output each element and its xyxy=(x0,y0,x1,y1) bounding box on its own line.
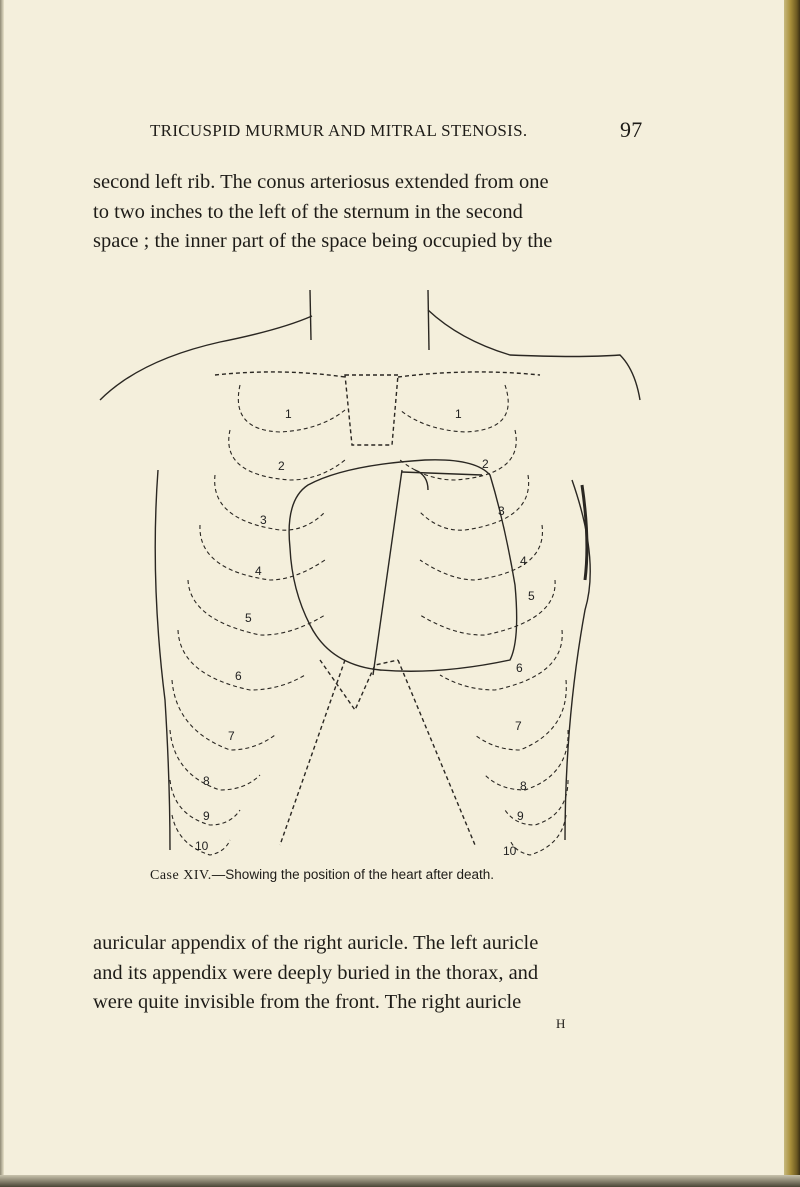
neck-left-line xyxy=(310,290,311,340)
caption-text: —Showing the position of the heart after death. xyxy=(211,867,494,882)
rib-label-left-9: 9 xyxy=(203,809,210,823)
rib-label-left-3: 3 xyxy=(260,513,267,527)
page-left-edge xyxy=(0,0,4,1187)
rib-left-7 xyxy=(172,680,275,750)
heart-outline xyxy=(289,460,517,671)
thorax-figure xyxy=(80,280,680,880)
book-edge-bottom xyxy=(0,1175,800,1187)
rib-left-3 xyxy=(215,475,325,530)
rib-label-right-7: 7 xyxy=(515,719,522,733)
rib-label-right-5: 5 xyxy=(528,589,535,603)
rib-right-9 xyxy=(505,780,568,825)
rib-label-right-2: 2 xyxy=(482,457,489,471)
rib-label-right-9: 9 xyxy=(517,809,524,823)
xiphoid xyxy=(320,660,398,710)
rib-label-left-7: 7 xyxy=(228,729,235,743)
clavicle-right xyxy=(398,372,540,377)
neck-right-line xyxy=(428,290,429,350)
rib-right-7 xyxy=(475,680,566,750)
ribs-right xyxy=(400,385,568,855)
rib-right-4 xyxy=(420,525,542,580)
paragraph-bottom: auricular appendix of the right auricle. The left auricle and its appendix were deeply buried in the thorax, and were quite invisible from the front. The right auricle xyxy=(93,932,539,1013)
rib-label-left-6: 6 xyxy=(235,669,242,683)
rib-right-5 xyxy=(420,580,555,635)
shoulder-right xyxy=(428,310,640,400)
rib-left-8 xyxy=(170,730,260,790)
rib-left-4 xyxy=(200,525,325,580)
sternum-manubrium xyxy=(345,375,398,445)
rib-label-left-10: 10 xyxy=(195,839,209,853)
rib-label-right-1: 1 xyxy=(455,407,462,421)
heart-upper-border xyxy=(402,472,482,475)
rib-label-left-5: 5 xyxy=(245,611,252,625)
body-outline-right-edge xyxy=(582,485,587,580)
rib-right-6 xyxy=(440,630,562,690)
book-edge-right xyxy=(784,0,800,1187)
rib-label-left-4: 4 xyxy=(255,564,262,578)
rib-label-right-3: 3 xyxy=(498,504,505,518)
rib-label-right-8: 8 xyxy=(520,779,527,793)
rib-label-right-10: 10 xyxy=(503,844,517,858)
heart-septum-line xyxy=(373,470,402,675)
body-outline-left xyxy=(155,470,170,850)
rib-label-left-8: 8 xyxy=(203,774,210,788)
caption-case: Case XIV. xyxy=(150,868,212,883)
rib-label-left-2: 2 xyxy=(278,459,285,473)
rib-label-right-6: 6 xyxy=(516,661,523,675)
rib-left-2 xyxy=(229,430,345,480)
page-number: 97 xyxy=(620,117,643,142)
paragraph-top: second left rib. The conus arteriosus extended from one to two inches to the left of the sternum in the second space ; the inner part of the space being occupied by the xyxy=(93,171,553,252)
rib-label-left-1: 1 xyxy=(285,407,292,421)
thorax-diagram xyxy=(80,280,680,880)
figure-caption xyxy=(150,867,650,884)
rib-right-3 xyxy=(420,475,529,530)
signature-mark: H xyxy=(556,1016,566,1031)
ribs-left xyxy=(170,385,345,855)
costal-margin-left xyxy=(280,660,345,845)
costal-margin-right xyxy=(398,660,475,845)
shoulder-left xyxy=(100,316,312,400)
rib-left-5 xyxy=(188,580,325,635)
rib-label-right-4: 4 xyxy=(520,554,527,568)
running-title: TRICUSPID MURMUR AND MITRAL STENOSIS. xyxy=(150,121,528,140)
clavicle-left xyxy=(215,372,345,377)
